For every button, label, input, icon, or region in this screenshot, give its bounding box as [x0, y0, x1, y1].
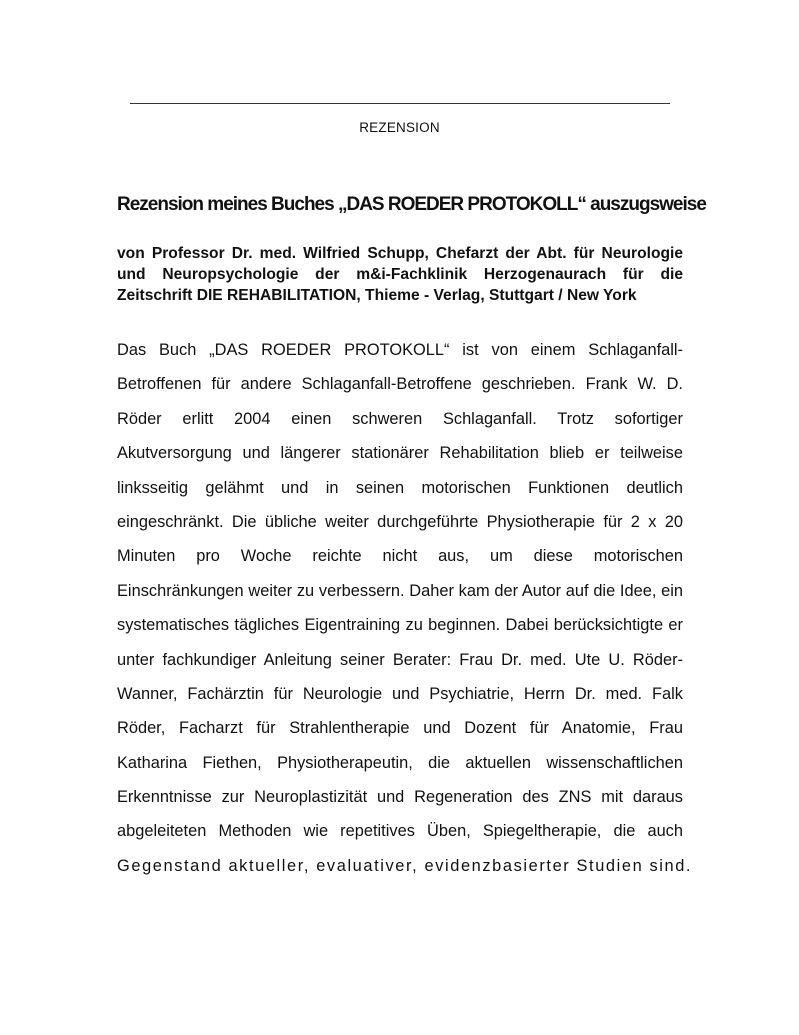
- section-label: REZENSION: [359, 120, 440, 135]
- body-line: Katharina Fiethen, Physiotherapeutin, die aktuellen wissenschaftlichen: [117, 753, 683, 772]
- body-line: abgeleiteten Methoden wie repetitives Üben, Spiegeltherapie, die auch: [117, 822, 683, 841]
- header-rule: [130, 103, 670, 104]
- body-line: eingeschränkt. Die übliche weiter durchgeführte Physiotherapie für 2 x 20: [117, 512, 683, 531]
- body-line: Röder, Facharzt für Strahlentherapie und Dozent für Anatomie, Frau: [117, 719, 683, 738]
- review-byline: [117, 243, 683, 306]
- body-line: Das Buch „DAS ROEDER PROTOKOLL“ ist von einem Schlaganfall-: [117, 341, 683, 359]
- body-line: Minuten pro Woche reichte nicht aus, um diese motorischen: [117, 547, 683, 566]
- body-line: Gegenstand aktueller, evaluativer, evidenzbasierter Studien sind.: [117, 856, 693, 875]
- byline-line: und Neuropsychologie der m&i-Fachklinik Herzogenaurach für die: [117, 266, 683, 283]
- body-line: Erkenntnisse zur Neuroplastizität und Regeneration des ZNS mit daraus: [117, 788, 683, 807]
- byline-line: von Professor Dr. med. Wilfried Schupp, Chefarzt der Abt. für Neurologie: [117, 245, 683, 262]
- review-body: [117, 333, 693, 883]
- body-line: Betroffenen für andere Schlaganfall-Betroffene geschrieben. Frank W. D.: [117, 375, 683, 394]
- body-line: systematisches tägliches Eigentraining zu beginnen. Dabei berücksichtigte er: [117, 616, 683, 635]
- body-line: Akutversorgung und längerer stationärer Rehabilitation blieb er teilweise: [117, 444, 683, 463]
- body-line: unter fachkundiger Anleitung seiner Berater: Frau Dr. med. Ute U. Röder-: [117, 650, 683, 669]
- body-line: Wanner, Fachärztin für Neurologie und Psychiatrie, Herrn Dr. med. Falk: [117, 684, 683, 703]
- byline-line: Zeitschrift DIE REHABILITATION, Thieme - Verlag, Stuttgart / New York: [117, 287, 637, 304]
- body-line: linksseitig gelähmt und in seinen motorischen Funktionen deutlich: [117, 478, 683, 497]
- body-line: Einschränkungen weiter zu verbessern. Daher kam der Autor auf die Idee, ein: [117, 581, 683, 600]
- body-line: Röder erlitt 2004 einen schweren Schlaganfall. Trotz sofortiger: [117, 409, 683, 428]
- review-title: Rezension meines Buches „DAS ROEDER PROTOKOLL“ auszugsweise: [117, 194, 706, 215]
